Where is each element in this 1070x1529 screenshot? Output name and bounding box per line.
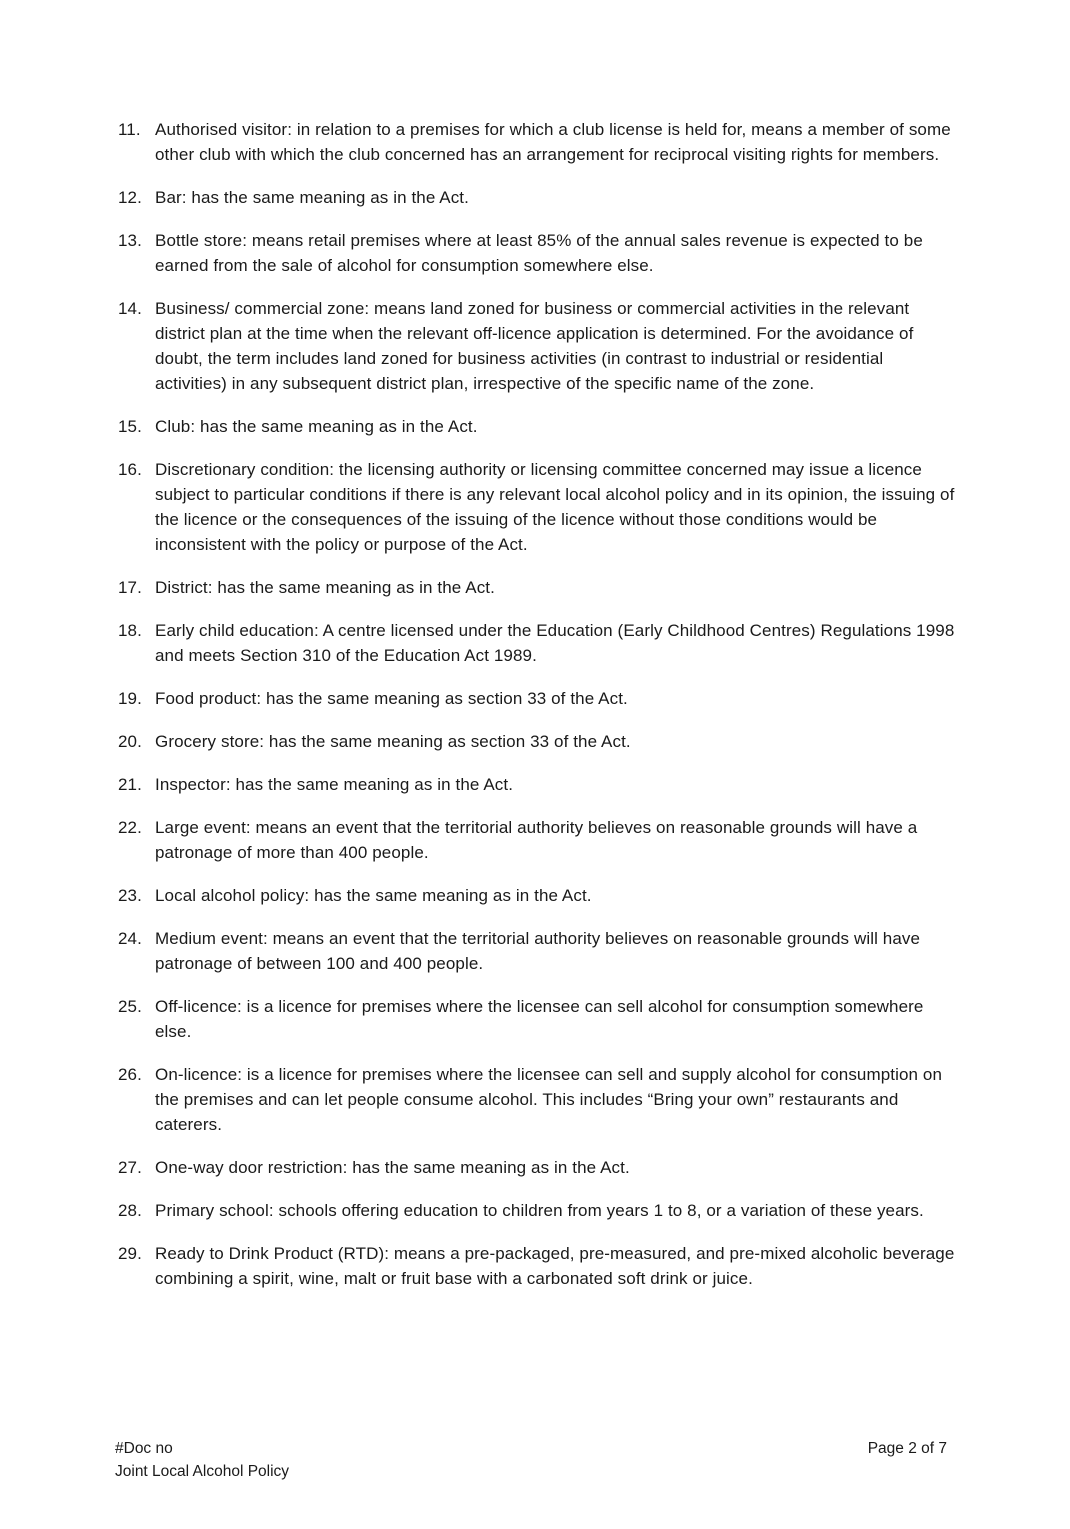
definition-item [118,575,958,600]
definition-text: On-licence: is a licence for premises where the licensee can sell and supply alcohol for consumption on the premises and can let people consume alcohol. This includes “Bring your own” restaurants and caterers. [155,1065,943,1134]
definition-number: 18. [118,621,142,640]
definition-item [118,1241,958,1291]
definition-text: Bottle store: means retail premises where at least 85% of the annual sales revenue is expected to be earned from the sale of alcohol for consumption somewhere else. [155,231,923,275]
definition-number: 19. [118,689,142,708]
definition-item [118,296,958,396]
footer-document-info [115,1437,289,1483]
definition-text: Bar: has the same meaning as in the Act. [155,188,469,207]
definition-item [118,414,958,439]
definition-item [118,883,958,908]
definition-item [118,686,958,711]
definition-text: Business/ commercial zone: means land zoned for business or commercial activities in the relevant district plan at the time when the relevant off-licence application is determined. For the avoidance of doubt, the term includes land zoned for business activities (in contrast to industrial or residential activities) in any subsequent district plan, irrespective of the specific name of the zone. [155,299,914,393]
definition-text: One-way door restriction: has the same meaning as in the Act. [155,1158,630,1177]
definition-number: 29. [118,1244,142,1263]
definition-number: 26. [118,1065,142,1084]
definition-number: 23. [118,886,142,905]
definition-item [118,1198,958,1223]
definition-item [118,228,958,278]
definition-number: 28. [118,1201,142,1220]
definition-number: 14. [118,299,142,318]
definition-text: Primary school: schools offering education to children from years 1 to 8, or a variation of these years. [155,1201,924,1220]
definition-text: Authorised visitor: in relation to a premises for which a club license is held for, means a member of some other club with which the club concerned has an arrangement for reciprocal visiting rights for members. [155,120,951,164]
definition-text: Large event: means an event that the territorial authority believes on reasonable grounds will have a patronage of more than 400 people. [155,818,918,862]
definition-text: Grocery store: has the same meaning as section 33 of the Act. [155,732,631,751]
definition-number: 27. [118,1158,142,1177]
footer-doc-number: #Doc no [115,1440,173,1457]
definition-item [118,926,958,976]
definitions-list [118,117,958,1309]
definition-text: Food product: has the same meaning as section 33 of the Act. [155,689,628,708]
definition-number: 21. [118,775,142,794]
definition-number: 17. [118,578,142,597]
definition-number: 11. [118,120,141,139]
definition-item [118,185,958,210]
definition-text: Local alcohol policy: has the same meaning as in the Act. [155,886,592,905]
definition-item [118,457,958,557]
definition-text: Off-licence: is a licence for premises where the licensee can sell alcohol for consumption somewhere else. [155,997,924,1041]
definition-text: Ready to Drink Product (RTD): means a pre-packaged, pre-measured, and pre-mixed alcoholic beverage combining a spirit, wine, malt or fruit base with a carbonated soft drink or juice. [155,1244,955,1288]
definition-number: 13. [118,231,142,250]
definition-number: 22. [118,818,142,837]
footer-page-number: Page 2 of 7 [867,1440,947,1457]
definition-number: 16. [118,460,142,479]
definition-number: 15. [118,417,142,436]
definition-number: 24. [118,929,142,948]
definition-item [118,729,958,754]
definition-item [118,994,958,1044]
definition-number: 20. [118,732,142,751]
definition-number: 12. [118,188,142,207]
definition-item [118,772,958,797]
definition-number: 25. [118,997,142,1016]
definition-text: Early child education: A centre licensed under the Education (Early Childhood Centres) Regulations 1998 and meets Section 310 of the Education Act 1989. [155,621,955,665]
definition-item [118,815,958,865]
definition-text: District: has the same meaning as in the Act. [155,578,495,597]
definition-item [118,117,958,167]
definition-item [118,1062,958,1137]
definition-item [118,618,958,668]
definition-text: Club: has the same meaning as in the Act. [155,417,478,436]
definition-text: Medium event: means an event that the territorial authority believes on reasonable grounds will have patronage of between 100 and 400 people. [155,929,921,973]
definition-item [118,1155,958,1180]
footer-doc-title: Joint Local Alcohol Policy [115,1463,290,1480]
definition-text: Inspector: has the same meaning as in the Act. [155,775,514,794]
definition-text: Discretionary condition: the licensing authority or licensing committee concerned may issue a licence subject to particular conditions if there is any relevant local alcohol policy and in its opinion, the issuing of the licence or the consequences of the issuing of the licence without those conditions would be inconsistent with the policy or purpose of the Act. [155,460,955,554]
